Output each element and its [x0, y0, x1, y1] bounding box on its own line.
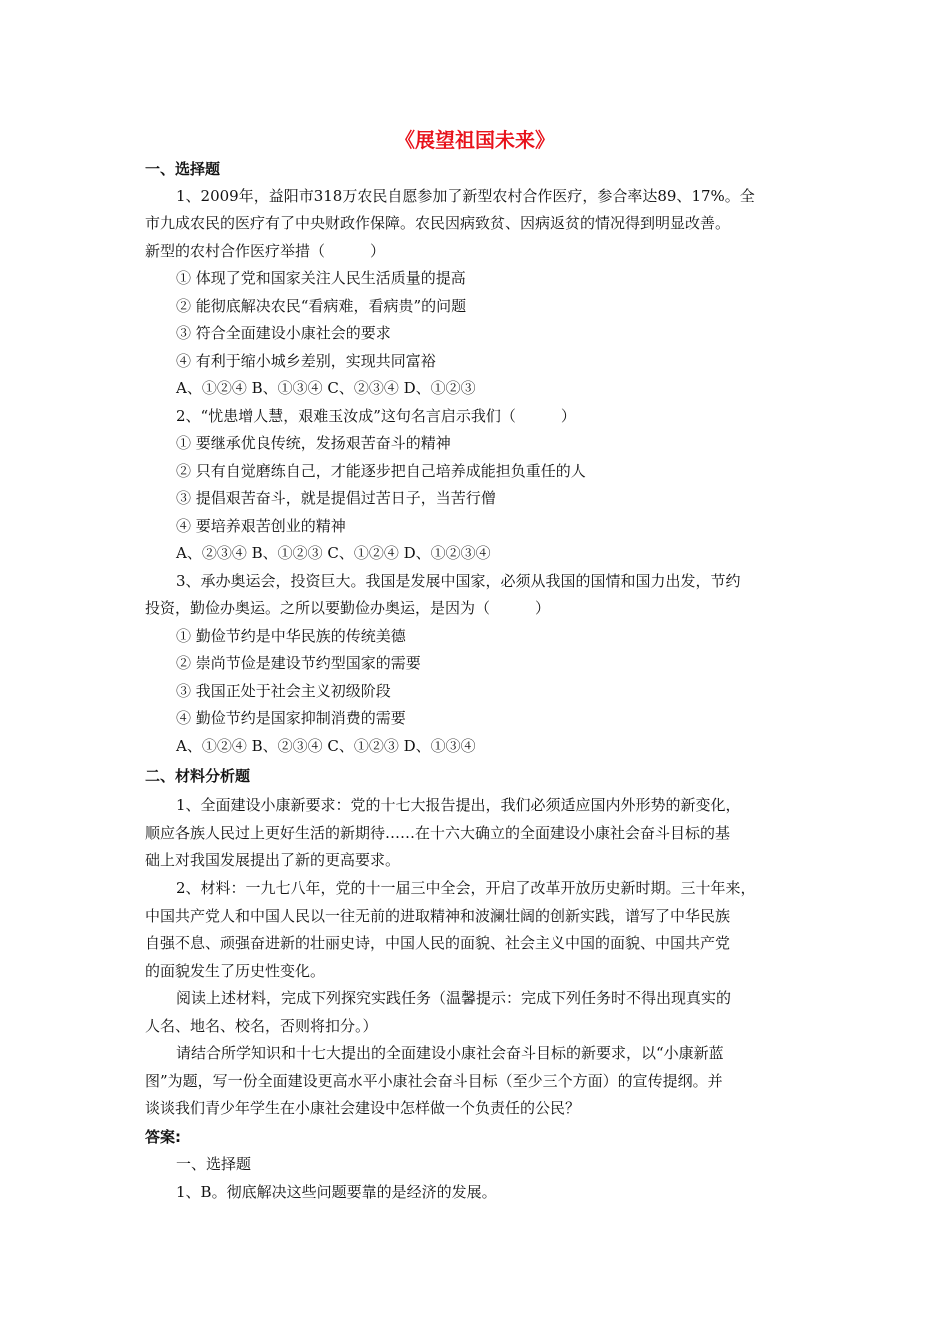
q3-option: ③ 我国正处于社会主义初级阶段 [176, 682, 391, 700]
material1-line: 础上对我国发展提出了新的更高要求。 [145, 851, 401, 869]
task-line: 阅读上述材料，完成下列探究实践任务（温馨提示：完成下列任务时不得出现真实的 [176, 989, 732, 1007]
q3-stem-line: 投资，勤俭办奥运。之所以要勤俭办奥运，是因为（ ） [145, 599, 551, 617]
section2-heading: 二、材料分析题 [145, 767, 251, 785]
q3-choices: A、①②④ B、②③④ C、①②③ D、①③④ [176, 737, 476, 755]
q3-stem-line: 3、承办奥运会，投资巨大。我国是发展中国家，必须从我国的国情和国力出发，节约 [176, 572, 741, 590]
material1-line: 顺应各族人民过上更好生活的新期待……在十六大确立的全面建设小康社会奋斗目标的基 [145, 824, 731, 842]
q2-option: ① 要继承优良传统，发扬艰苦奋斗的精神 [176, 434, 451, 452]
q1-stem-line: 新型的农村合作医疗举措（ ） [145, 242, 386, 260]
q2-option: ④ 要培养艰苦创业的精神 [176, 517, 346, 535]
q1-option: ④ 有利于缩小城乡差别，实现共同富裕 [176, 352, 436, 370]
q1-option: ③ 符合全面建设小康社会的要求 [176, 324, 391, 342]
material1-line: 1、全面建设小康新要求：党的十七大报告提出，我们必须适应国内外形势的新变化， [176, 796, 741, 814]
q3-option: ① 勤俭节约是中华民族的传统美德 [176, 627, 406, 645]
prompt-line: 请结合所学知识和十七大提出的全面建设小康社会奋斗目标的新要求，以“小康新蓝 [176, 1044, 724, 1062]
q2-stem-line: 2、“忧患增人慧，艰难玉汝成”这句名言启示我们（ ） [176, 407, 576, 425]
q2-choices: A、②③④ B、①②③ C、①②④ D、①②③④ [176, 544, 491, 562]
q1-option: ② 能彻底解决农民“看病难，看病贵”的问题 [176, 297, 467, 315]
answer-1: 1、B。彻底解决这些问题要靠的是经济的发展。 [176, 1183, 497, 1201]
material2-line: 2、材料：一九七八年，党的十一届三中全会，开启了改革开放历史新时期。三十年来， [176, 879, 756, 897]
q2-option: ③ 提倡艰苦奋斗，就是提倡过苦日子，当苦行僧 [176, 489, 496, 507]
q1-stem-line: 1、2009年，益阳市318万农民自愿参加了新型农村合作医疗，参合率达89、17%。全 [176, 187, 755, 205]
material2-line: 的面貌发生了历史性变化。 [145, 962, 326, 980]
q2-option: ② 只有自觉磨练自己，才能逐步把自己培养成能担负重任的人 [176, 462, 586, 480]
section1-heading: 一、选择题 [145, 160, 221, 178]
document-title: 《展望祖国未来》 [395, 128, 555, 152]
q1-stem-line: 市九成农民的医疗有了中央财政作保障。农民因病致贫、因病返贫的情况得到明显改善。 [145, 214, 731, 232]
q3-option: ② 崇尚节俭是建设节约型国家的需要 [176, 654, 421, 672]
answers-heading: 答案: [145, 1128, 181, 1146]
q3-option: ④ 勤俭节约是国家抑制消费的需要 [176, 709, 406, 727]
answers-section: 一、选择题 [176, 1155, 252, 1173]
q1-option: ① 体现了党和国家关注人民生活质量的提高 [176, 269, 466, 287]
prompt-line: 谈谈我们青少年学生在小康社会建设中怎样做一个负责任的公民？ [145, 1099, 581, 1117]
material2-line: 自强不息、顽强奋进新的壮丽史诗，中国人民的面貌、社会主义中国的面貌、中国共产党 [145, 934, 731, 952]
material2-line: 中国共产党人和中国人民以一往无前的进取精神和波澜壮阔的创新实践，谱写了中华民族 [145, 907, 731, 925]
q1-choices: A、①②④ B、①③④ C、②③④ D、①②③ [176, 379, 476, 397]
prompt-line: 图”为题，写一份全面建设更高水平小康社会奋斗目标（至少三个方面）的宣传提纲。并 [145, 1072, 723, 1090]
task-line: 人名、地名、校名，否则将扣分。） [145, 1017, 378, 1035]
